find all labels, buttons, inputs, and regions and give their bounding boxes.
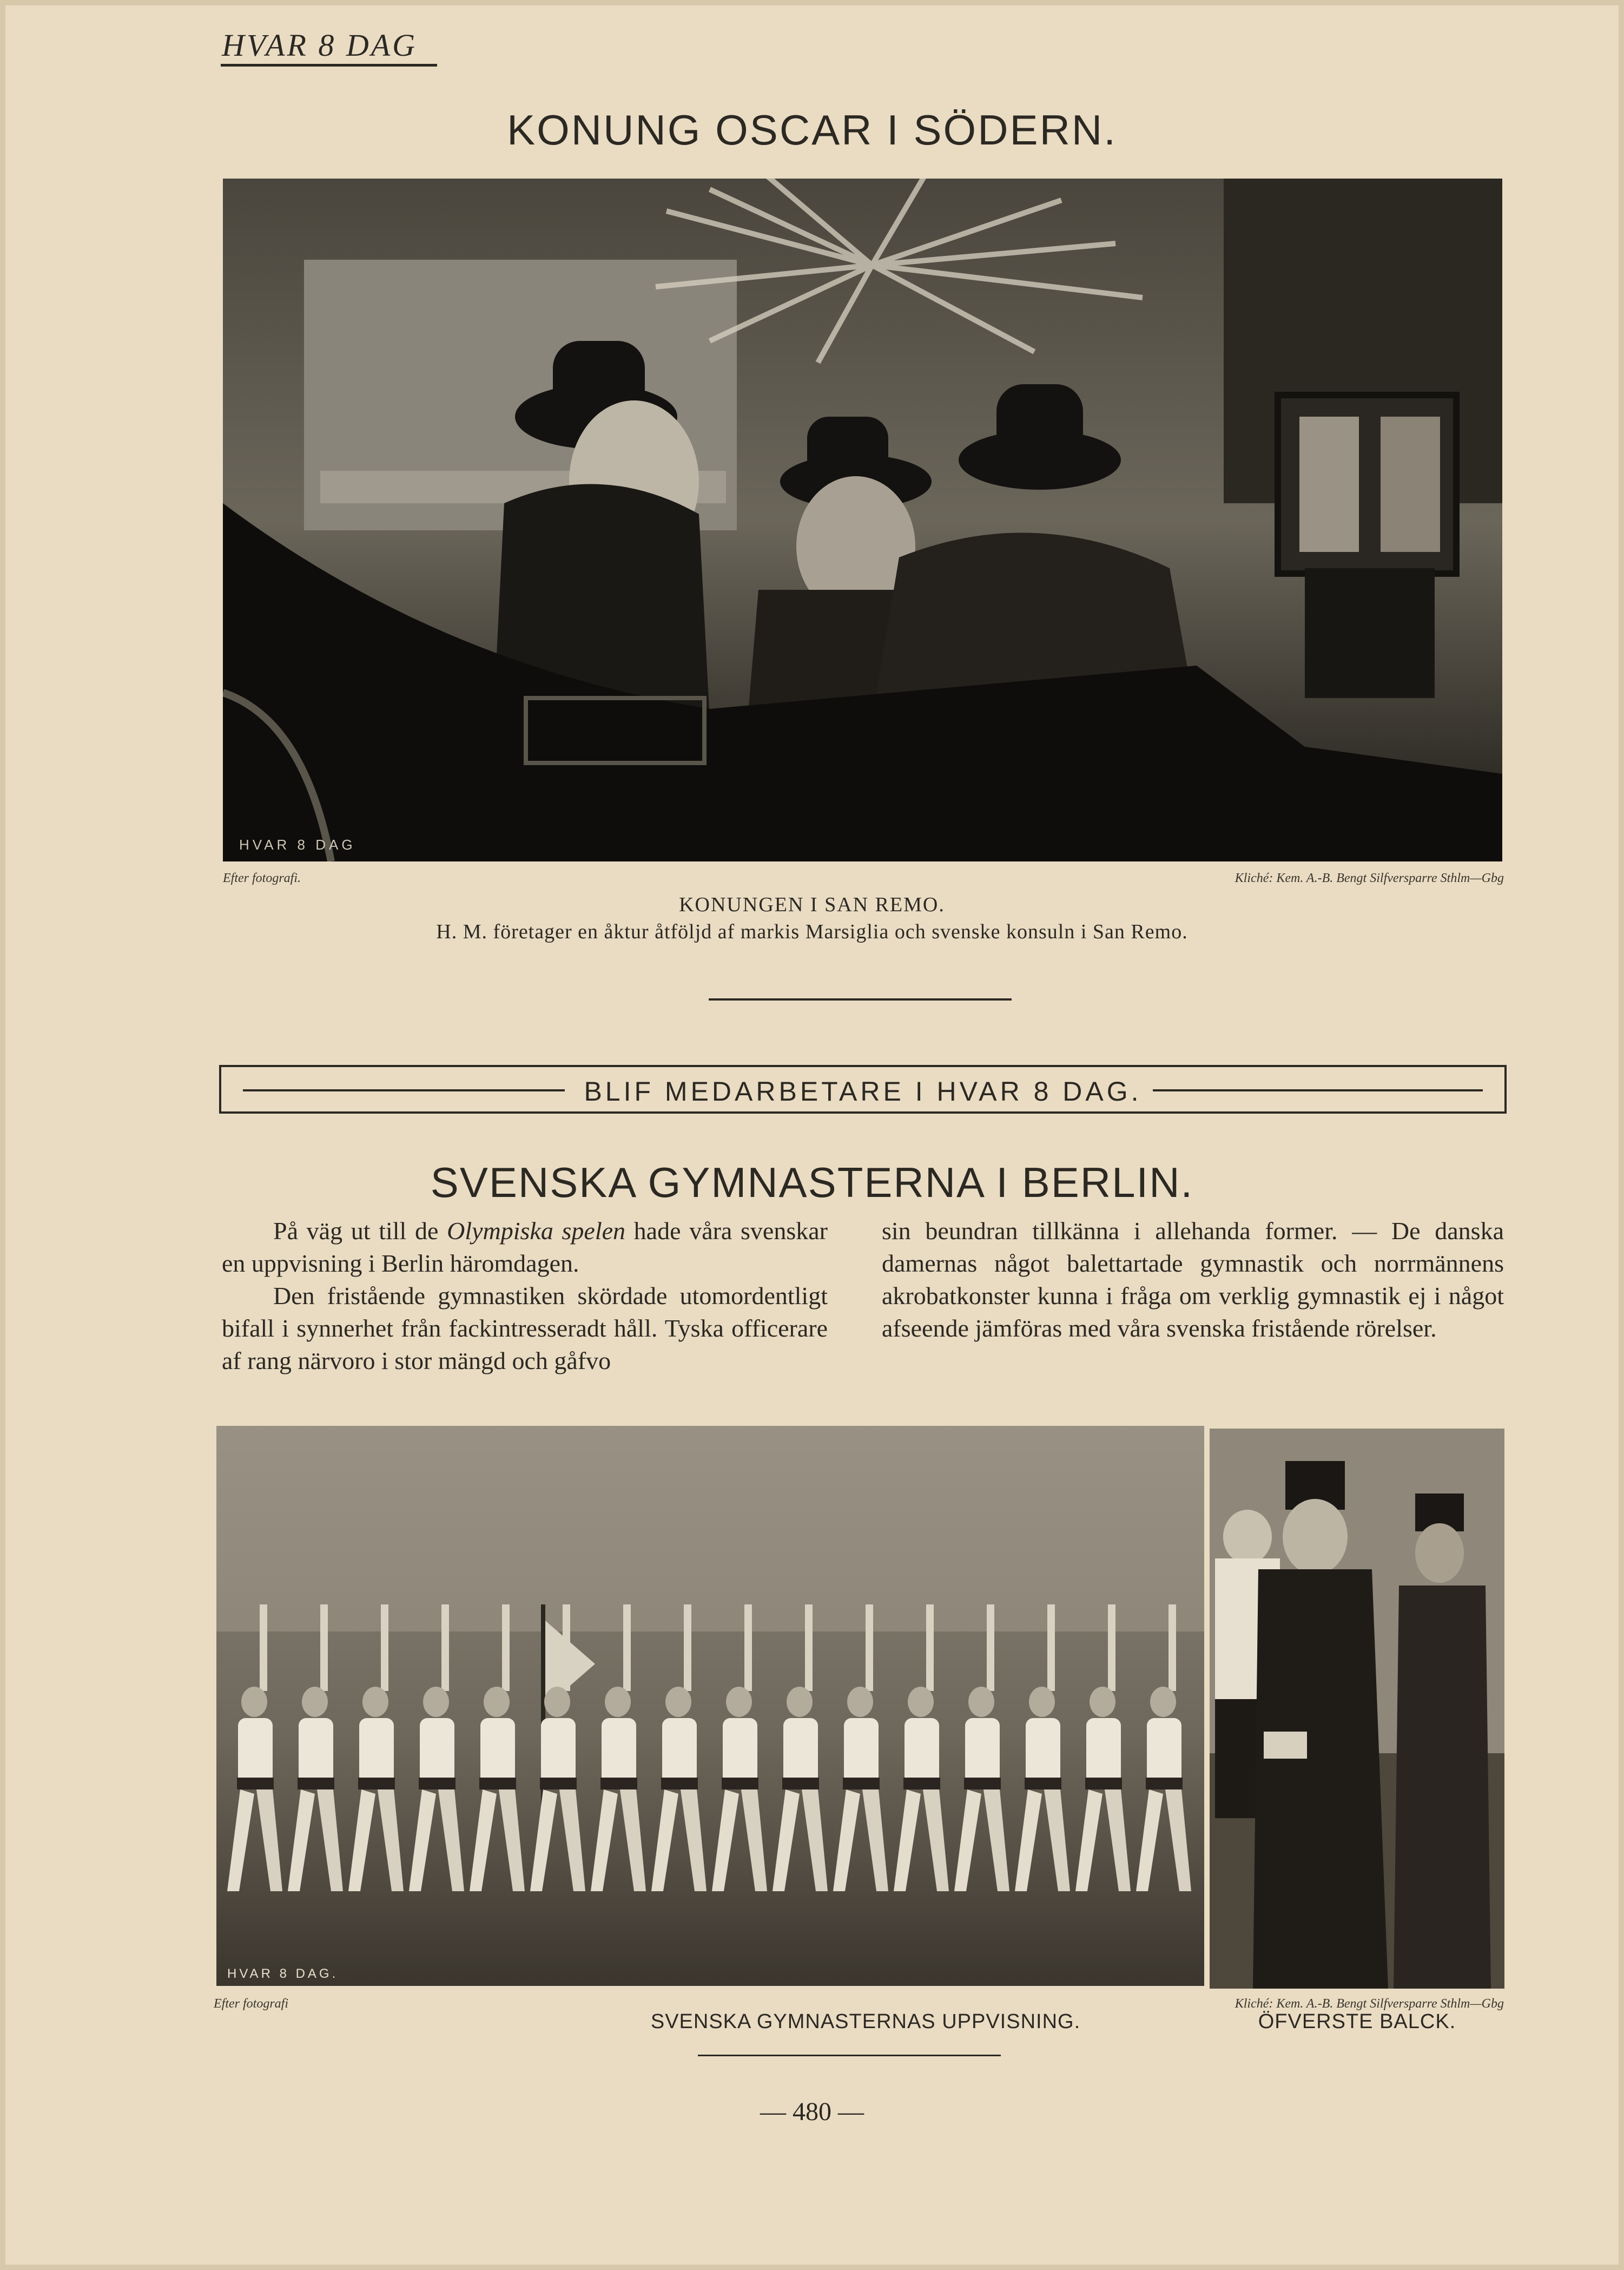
gymnast-belt [1146,1778,1183,1789]
photo-credit: Efter fotografi. [223,871,301,885]
gymnast-belt [358,1778,395,1789]
page-title: KONUNG OSCAR I SÖDERN. [507,106,1117,154]
gymnast-head [302,1687,328,1717]
gymnast-arm [744,1604,752,1691]
gymnast-head [362,1687,388,1717]
gymnast-arm [866,1604,873,1691]
gymnast-belt [843,1778,880,1789]
article-paragraph: sin beundran tillkänna i allehanda former. — De danska damernas något balettartade gymnastik och norrmännens akrobatkonster kunna i fråga om verklig gymnastik ej i något afseende jämföras med våra svenska fristående rörelser. [882,1217,1504,1342]
gymnast-arm [381,1604,388,1691]
section-divider [698,2055,1001,2056]
gymnast-head [665,1687,691,1717]
gymnast-belt [540,1778,577,1789]
gymnast-head [908,1687,934,1717]
article-column-1 [222,1215,828,1377]
gymnast-arm [563,1604,570,1691]
gymnast-arm [926,1604,934,1691]
gymnast-belt [600,1778,637,1789]
photo-caption-officer: ÖFVERSTE BALCK. [1258,2010,1456,2033]
gymnast-head [544,1687,570,1717]
text-span: hade våra svenskar en uppvisning i Berlin häromdagen. [222,1217,828,1277]
article-title: SVENSKA GYMNASTERNA I BERLIN. [430,1159,1194,1206]
gymnast-head [484,1687,510,1717]
photo-gymnasts-illustration [216,1426,1204,1986]
gymnast-arm [1108,1604,1115,1691]
gymnast-belt [782,1778,819,1789]
gymnast-arm [987,1604,994,1691]
photo-king-in-carriage-illustration [223,179,1502,861]
gymnast-arm [623,1604,631,1691]
gymnast-head [241,1687,267,1717]
gymnast-belt [722,1778,758,1789]
gymnast-belt [237,1778,274,1789]
gymnast-head [968,1687,994,1717]
photo-officer-illustration [1210,1429,1504,1989]
gymnast-arm [260,1604,267,1691]
photo-officer [1210,1429,1504,1989]
gymnast-head [1029,1687,1055,1717]
gymnast-head [847,1687,873,1717]
gymnast-head [726,1687,752,1717]
photo-king-in-carriage [223,179,1502,861]
page-number: — 480 — [760,2097,864,2126]
gymnast-head [605,1687,631,1717]
article-paragraph [222,1215,828,1280]
gymnast-belt [1085,1778,1122,1789]
emphasis-text: Olympiska spelen [447,1217,626,1245]
gymnast-arm [320,1604,328,1691]
article-column-2 [882,1215,1504,1345]
gymnast-arm [805,1604,813,1691]
running-head: HVAR 8 DAG [222,28,418,63]
photo-watermark: HVAR 8 DAG [239,837,356,853]
photo-watermark: HVAR 8 DAG. [227,1966,339,1981]
cliche-credit: Kliché: Kem. A.-B. Bengt Silfversparre Sthlm—Gbg [1234,1997,1504,2011]
article-paragraph: Den fristående gymnastiken skördade utomordentligt bifall i synnerhet från fackintresseradt håll. Tyska officerare af rang närvoro i stor mängd och gåfvo [222,1282,828,1374]
photo-caption-title: KONUNGEN I SAN REMO. [679,893,945,916]
gymnast-belt [479,1778,516,1789]
banner-text: BLIF MEDARBETARE I HVAR 8 DAG. [584,1076,1142,1107]
photo-gymnasts [216,1426,1204,1986]
gymnast-head [787,1687,813,1717]
text-span: På väg ut till de [273,1217,447,1245]
section-divider [709,998,1012,1001]
cliche-credit: Kliché: Kem. A.-B. Bengt Silfversparre Sthlm—Gbg [1234,871,1504,885]
photo-caption-text: H. M. företager en åktur åtföljd af markis Marsiglia och svenske konsuln i San Remo. [436,920,1188,943]
gymnast-head [1090,1687,1115,1717]
gymnast-head [423,1687,449,1717]
gymnast-belt [903,1778,940,1789]
gymnast-arm [684,1604,691,1691]
gymnast-arm [441,1604,449,1691]
running-head-rule [221,64,437,67]
gymnast-arm [502,1604,510,1691]
gymnast-belt [964,1778,1001,1789]
gymnast-head [1150,1687,1176,1717]
photo-caption-gymnasts: SVENSKA GYMNASTERNAS UPPVISNING. [650,2010,1081,2033]
gymnast-belt [1025,1778,1061,1789]
gymnast-belt [661,1778,698,1789]
banner-rule-right [1153,1089,1483,1091]
subscription-banner [219,1065,1507,1114]
gymnast-belt [419,1778,455,1789]
photo-credit: Efter fotografi [214,1997,288,2011]
gymnast-arm [1047,1604,1055,1691]
gymnast-arm [1169,1604,1176,1691]
gymnast-belt [298,1778,334,1789]
